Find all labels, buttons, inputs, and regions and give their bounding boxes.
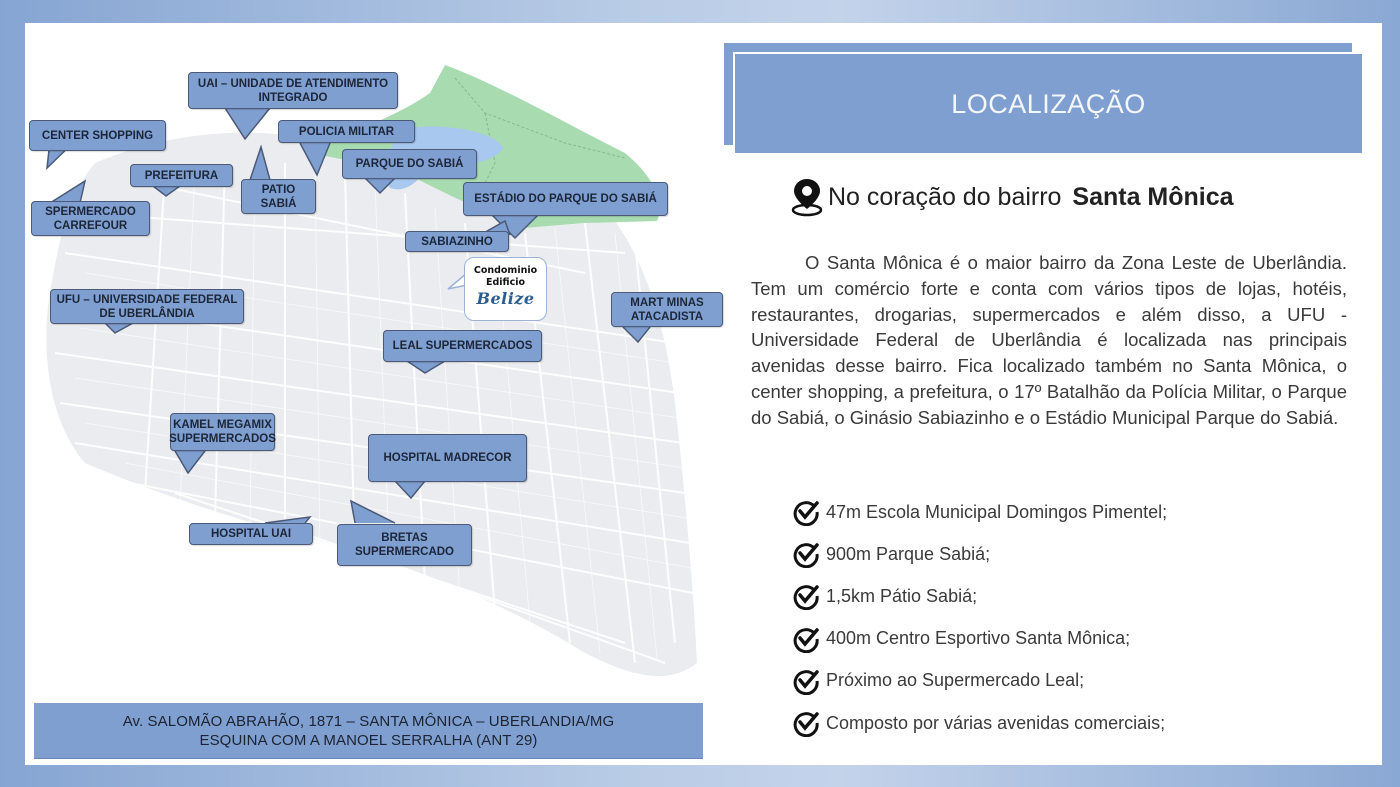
check-circle-icon (792, 540, 820, 568)
callout-kamel: KAMEL MEGAMIX SUPERMERCADOS (170, 413, 275, 451)
subtitle-prefix: No coração do bairro (828, 182, 1069, 211)
building-marker (464, 257, 547, 321)
check-circle-icon (792, 709, 820, 737)
description-paragraph (751, 250, 1347, 431)
callout-estadio: ESTÁDIO DO PARQUE DO SABIÁ (463, 182, 668, 216)
callout-hospital-uai: HOSPITAL UAI (189, 523, 313, 545)
check-circle-icon (792, 667, 820, 695)
tail-carrefour (50, 181, 85, 203)
section-title: LOCALIZAÇÃO (733, 52, 1362, 153)
list-item (792, 702, 1167, 744)
list-item (792, 618, 1167, 660)
address-line1: Av. SALOMÃO ABRAHÃO, 1871 – SANTA MÔNICA – UBERLANDIA/MG (122, 713, 615, 730)
callout-bretas: BRETAS SUPERMERCADO (337, 524, 472, 566)
check-circle-icon (792, 498, 820, 526)
subtitle-neighborhood: Santa Mônica (1072, 182, 1234, 211)
callout-carrefour: SPERMERCADO CARREFOUR (31, 201, 150, 236)
check-circle-icon (792, 625, 820, 653)
address-box (34, 703, 703, 759)
callout-mart-minas: MART MINAS ATACADISTA (611, 292, 723, 327)
building-name: Belize (476, 289, 535, 308)
list-item (792, 533, 1167, 575)
location-map (25, 23, 725, 749)
list-item (792, 575, 1167, 617)
check-circle-icon (792, 582, 820, 610)
subtitle (790, 175, 1234, 219)
highlight-text: Próximo ao Supermercado Leal; (826, 670, 1085, 691)
highlight-text: 400m Centro Esportivo Santa Mônica; (826, 628, 1131, 649)
callout-patio-sabia: PATIO SABIÁ (241, 179, 316, 214)
building-marker-line2: Edificio (485, 277, 525, 288)
list-item (792, 491, 1167, 533)
callout-center-shopping: CENTER SHOPPING (29, 120, 166, 151)
highlight-text: 900m Parque Sabiá; (826, 543, 991, 564)
callout-parque-sabia: PARQUE DO SABIÁ (342, 149, 477, 179)
list-item (792, 660, 1167, 702)
callout-policia-militar: POLICIA MILITAR (278, 120, 415, 143)
callout-prefeitura: PREFEITURA (130, 164, 233, 187)
highlights-list (792, 491, 1167, 744)
address-line2: ESQUINA COM A MANOEL SERRALHA (ANT 29) (199, 732, 538, 749)
map-pin-icon (790, 177, 824, 217)
callout-sabiazinho: SABIAZINHO (405, 231, 509, 252)
highlight-text: Composto por várias avenidas comerciais; (826, 712, 1166, 733)
highlight-text: 1,5km Pátio Sabiá; (826, 585, 978, 606)
callout-uai: UAI – UNIDADE DE ATENDIMENTO INTEGRADO (188, 72, 398, 109)
callout-madrecor: HOSPITAL MADRECOR (368, 434, 527, 482)
callout-leal: LEAL SUPERMERCADOS (383, 330, 542, 362)
highlight-text: 47m Escola Municipal Domingos Pimentel; (826, 501, 1168, 522)
building-marker-line1: Condominio (473, 265, 538, 276)
callout-ufu: UFU – UNIVERSIDADE FEDERAL DE UBERLÂNDIA (50, 289, 244, 324)
slide (25, 23, 1382, 765)
description-text: O Santa Mônica é o maior bairro da Zona Leste de Uberlândia. Tem um comércio forte e conta com vários tipos de lojas, hotéis, restaurantes, drogarias, supermercados e além disso, a UFU - Universidade Federal de Uberlândia é localizada nas principais avenidas desse bairro. Fica localizado também no Santa Mônica, o center shopping, a prefeitura, o 17º Batalhão da Polícia Militar, o Parque do Sabiá, o Ginásio Sabiazinho e o Estádio Municipal Parque do Sabiá. (751, 252, 1347, 428)
